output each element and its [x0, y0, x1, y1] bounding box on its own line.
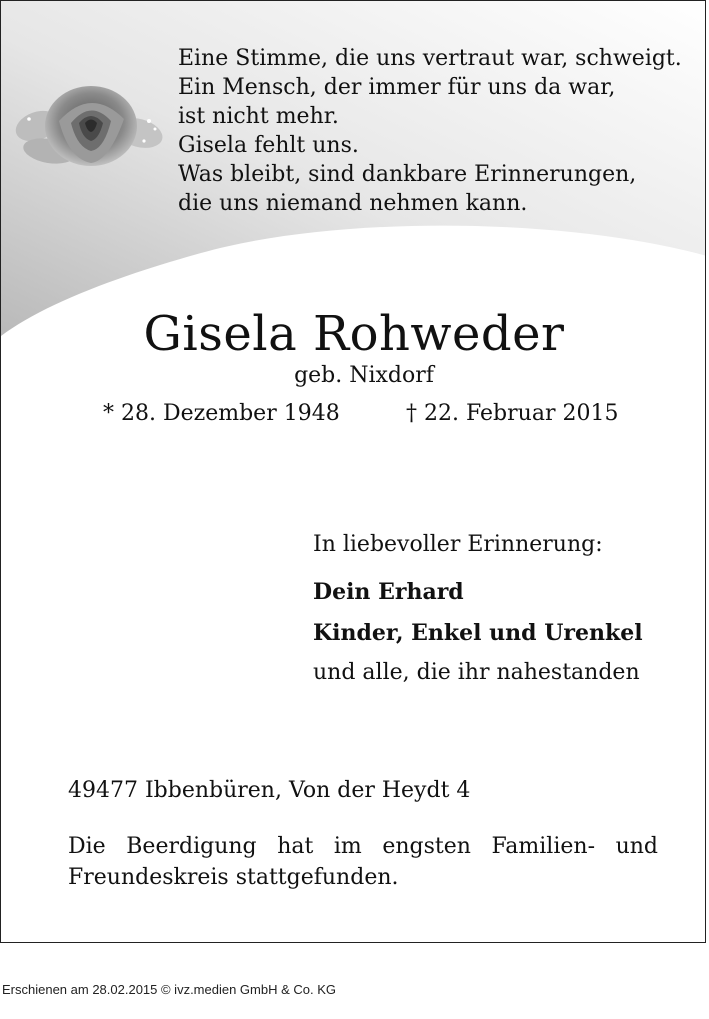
funeral-note: Die Beerdigung hat im engsten Familien- und Freundeskreis stattgefunden. — [68, 834, 658, 890]
death-date: † 22. Februar 2015 — [406, 401, 619, 426]
poem-line: Was bleibt, sind dankbare Erinnerungen, — [178, 162, 637, 187]
address: 49477 Ibbenbüren, Von der Heydt 4 — [68, 778, 471, 803]
poem-line: die uns niemand nehmen kann. — [178, 191, 528, 216]
mourner-others: und alle, die ihr nahestanden — [313, 660, 640, 685]
poem — [178, 44, 682, 218]
poem-line: Gisela fehlt uns. — [178, 133, 359, 158]
maiden-name: geb. Nixdorf — [294, 363, 434, 388]
poem-line: ist nicht mehr. — [178, 104, 339, 129]
poem-line: Eine Stimme, die uns vertraut war, schweigt. — [178, 46, 682, 71]
publication-footer: Erschienen am 28.02.2015 © ivz.medien GmbH & Co. KG — [2, 982, 337, 997]
mourners-intro: In liebevoller Erinnerung: — [313, 532, 603, 557]
deceased-name: Gisela Rohweder — [143, 306, 565, 362]
birth-date: * 28. Dezember 1948 — [103, 401, 340, 426]
mourner-spouse: Dein Erhard — [313, 579, 464, 605]
poem-line: Ein Mensch, der immer für uns da war, — [178, 75, 616, 100]
mourner-family: Kinder, Enkel und Urenkel — [313, 620, 643, 646]
rose-icon — [9, 71, 169, 181]
